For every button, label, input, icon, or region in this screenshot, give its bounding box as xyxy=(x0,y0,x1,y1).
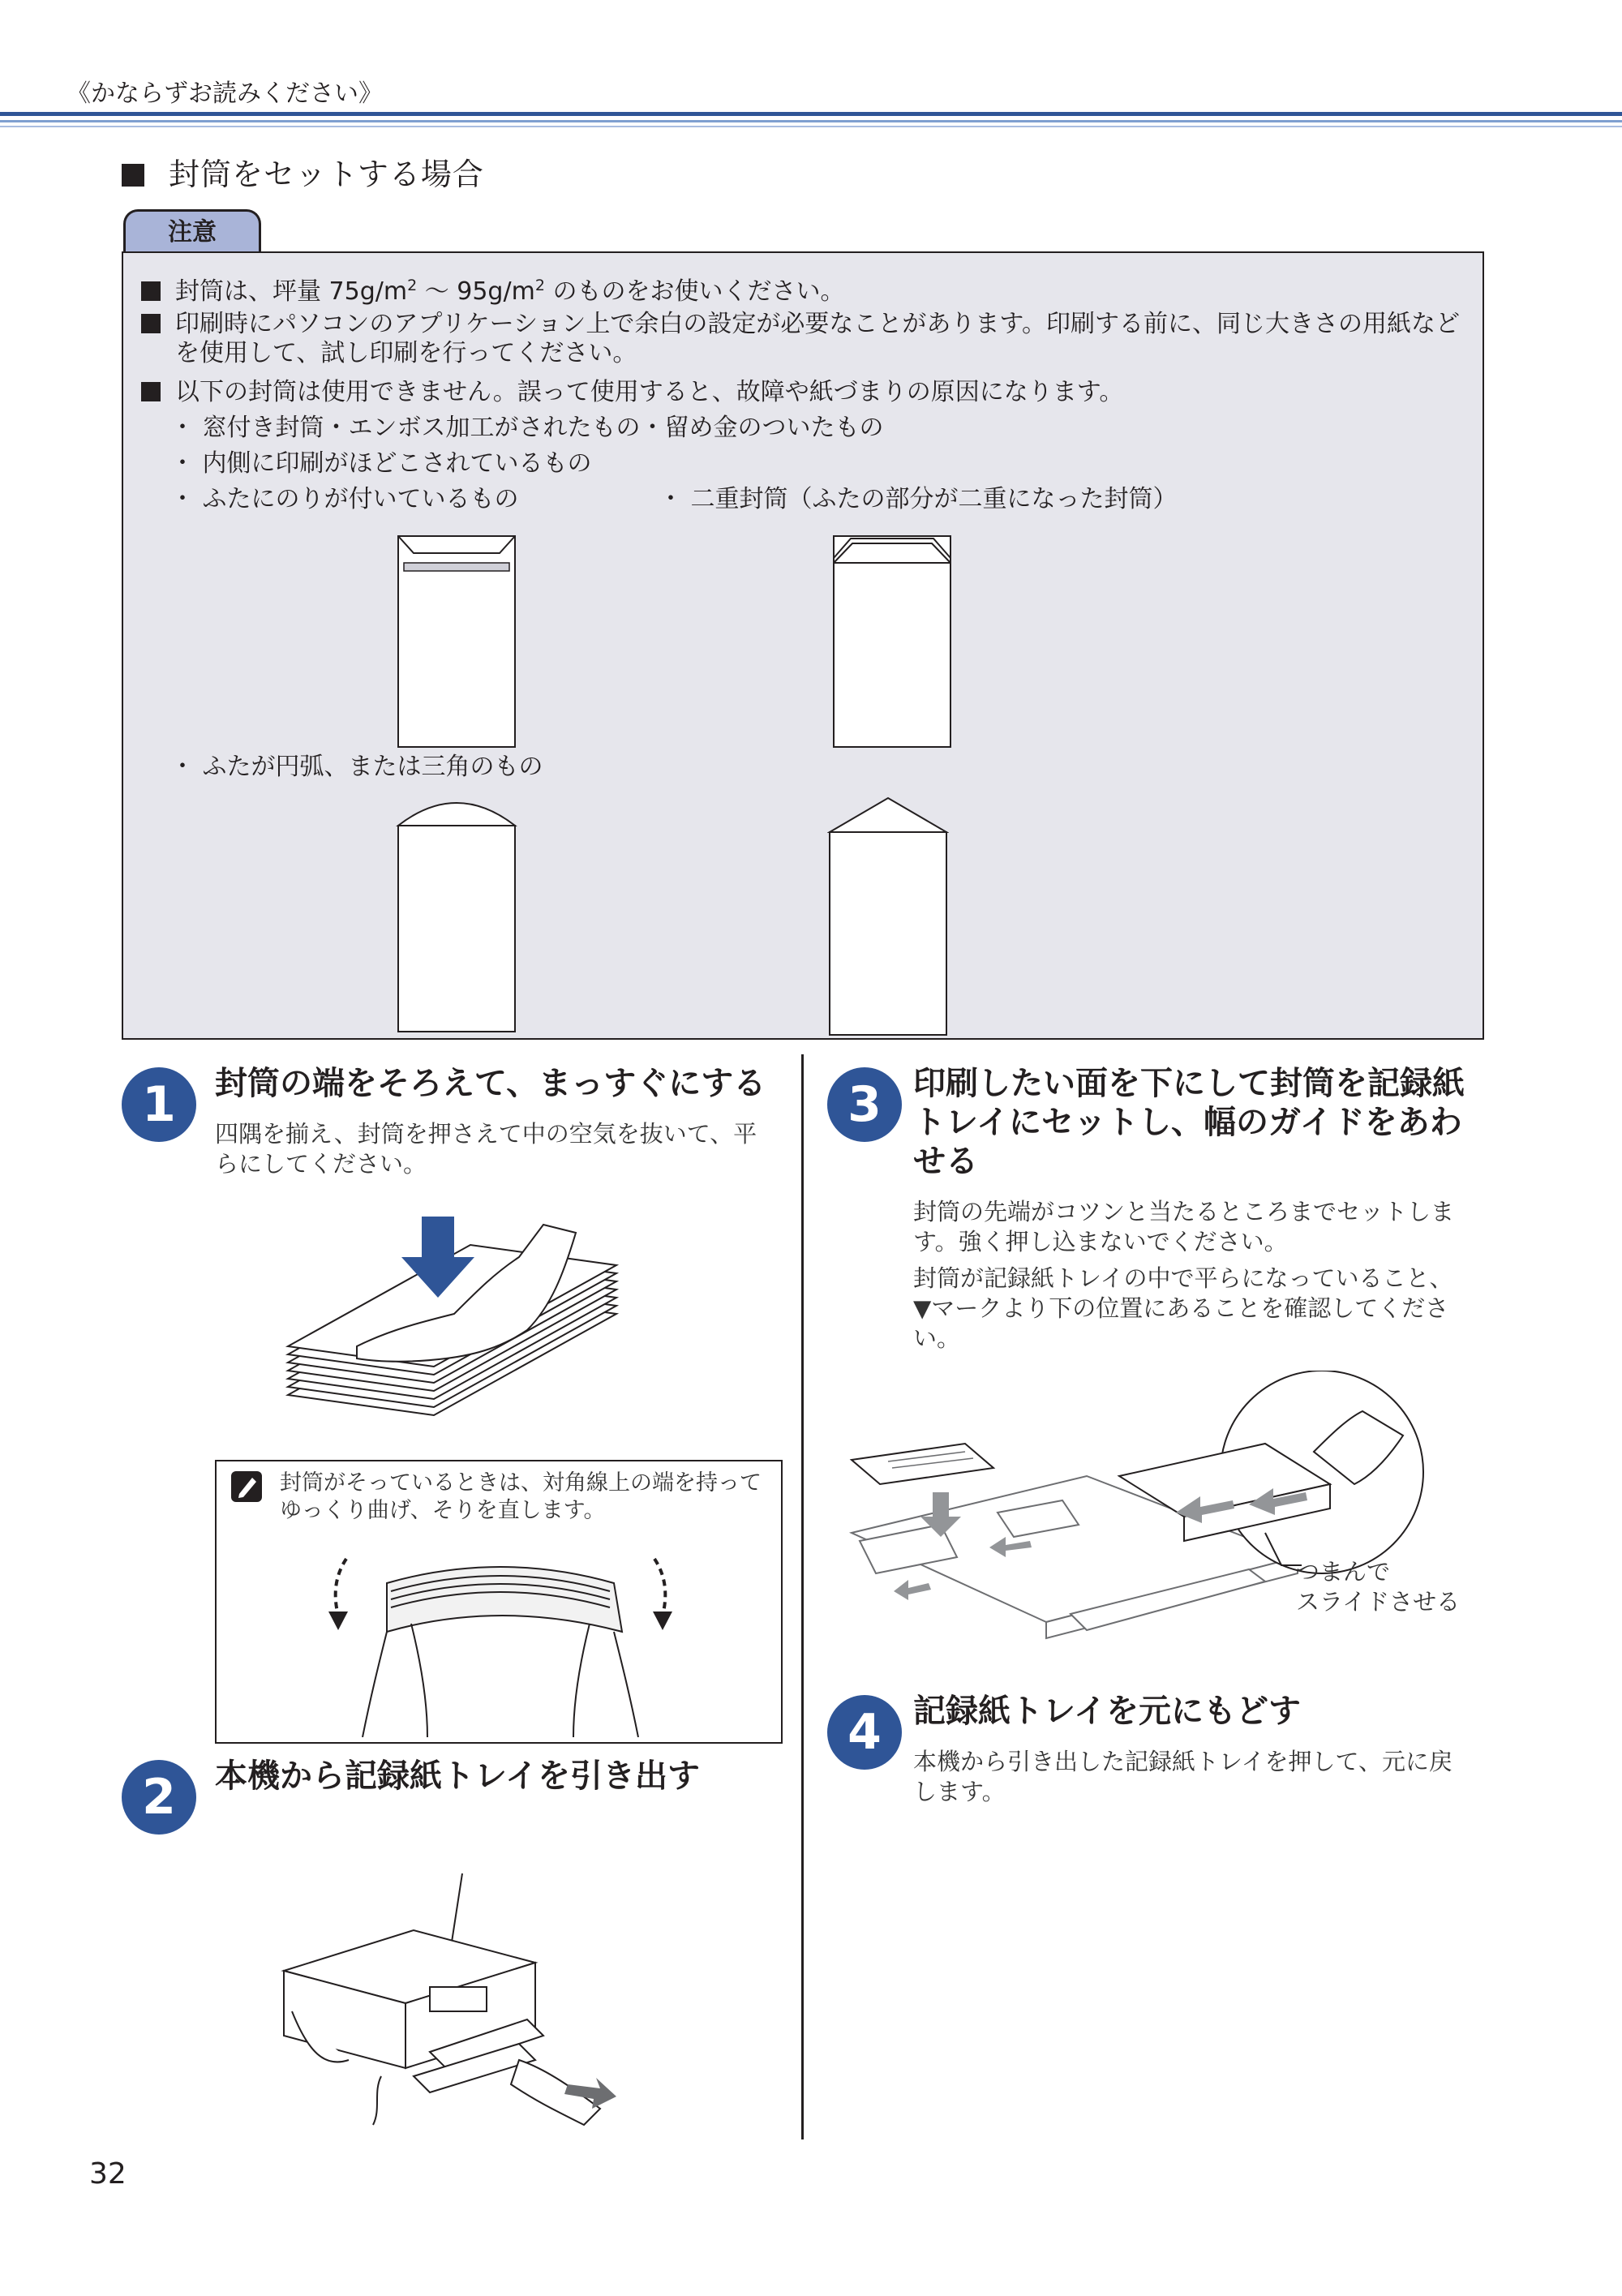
step-1-number-badge: 1 xyxy=(122,1067,196,1142)
weight-sup1: 2 xyxy=(407,277,418,294)
tip-line2: ゆっくり曲げ、そりを直します。 xyxy=(280,1498,606,1523)
margin-line2: を使用して、試し印刷を行ってください。 xyxy=(175,339,637,367)
section-title-text: 封筒をセットする場合 xyxy=(169,157,484,192)
envelope-stack-hand-illustration xyxy=(276,1208,633,1419)
step-4-body-line2: します。 xyxy=(913,1778,1006,1805)
glue-flap-envelope-illustration xyxy=(396,534,517,749)
step-3-body-line5: い。 xyxy=(913,1324,961,1352)
caution-tab: 注意 xyxy=(123,209,261,253)
column-divider xyxy=(801,1054,804,2139)
memo-pencil-icon xyxy=(231,1471,262,1502)
weight-sup2: 2 xyxy=(534,277,545,294)
tip-text xyxy=(280,1470,766,1525)
weight-middle: ～ 95g/m xyxy=(417,277,535,306)
header-rule-top xyxy=(0,112,1622,116)
step-1-body-line2: らにしてください。 xyxy=(215,1150,427,1178)
step-4-title: 記録紙トレイを元にもどす xyxy=(913,1693,1301,1730)
tray-envelope-guide-illustration xyxy=(843,1371,1460,1687)
step-3-title-line1: 印刷したい面を下にして封筒を記録紙 xyxy=(913,1065,1465,1102)
step-2-title: 本機から記録紙トレイを引き出す xyxy=(215,1757,700,1795)
tip-box xyxy=(215,1460,783,1744)
printer-pull-tray-illustration xyxy=(276,1865,624,2133)
weight-suffix: のものをお使いください。 xyxy=(544,277,845,306)
square-bullet-icon xyxy=(141,281,161,301)
triangle-flap-envelope-illustration xyxy=(827,795,949,1038)
step-4-body-line1: 本機から引き出した記録紙トレイを押して、元に戻 xyxy=(913,1748,1453,1775)
arc-flap-envelope-illustration xyxy=(396,793,517,1036)
sub-item-window: ・ 窓付き封筒・エンボス加工がされたもの・留め金のついたもの xyxy=(170,414,884,442)
step-3-number-badge: 3 xyxy=(827,1067,902,1142)
step-3-body-line1: 封筒の先端がコツンと当たるところまでセットしま xyxy=(913,1198,1455,1225)
caution-bullet-margin xyxy=(141,310,1460,339)
sub-item-glue: ・ ふたにのりが付いているもの xyxy=(170,485,519,513)
callout-line2: スライドさせる xyxy=(1296,1588,1461,1616)
weight-prefix: 封筒は、坪量 75g/m xyxy=(175,277,408,306)
double-flap-envelope-illustration xyxy=(831,534,953,749)
margin-line1: 印刷時にパソコンのアプリケーション上で余白の設定が必要なことがあります。印刷する前に、同じ大きさの用紙など xyxy=(175,310,1460,338)
callout-line1: つまんで xyxy=(1296,1558,1391,1586)
step-3-body-line3: 封筒が記録紙トレイの中で平らになっていること、 xyxy=(913,1264,1453,1292)
step-3-title-line2: トレイにセットし、幅のガイドをあわ xyxy=(913,1104,1462,1141)
step-4-number-badge: 4 xyxy=(827,1695,902,1770)
tip-line1: 封筒がそっているときは、対角線上の端を持って xyxy=(280,1470,762,1496)
step-3-body-line4: ▼マークより下の位置にあることを確認してくださ xyxy=(913,1294,1449,1322)
square-bullet-icon xyxy=(141,382,161,401)
caution-bullet-weight xyxy=(141,271,844,307)
unusable-text: 以下の封筒は使用できません。誤って使用すると、故障や紙づまりの原因になります。 xyxy=(175,378,1124,406)
page-number: 32 xyxy=(89,2157,127,2191)
header-rule-bottom xyxy=(0,126,1622,127)
square-bullet-icon xyxy=(122,164,144,187)
square-bullet-icon xyxy=(141,314,161,333)
running-header: 《かならずお読みください》 xyxy=(67,79,383,108)
sub-item-flap-shape: ・ ふたが円弧、または三角のもの xyxy=(170,753,543,781)
step-3-body-line2: す。強く押し込まないでください。 xyxy=(913,1228,1288,1255)
step-2-number-badge: 2 xyxy=(122,1760,196,1835)
caution-bullet-unusable xyxy=(141,378,1123,407)
sub-item-inner-print: ・ 内側に印刷がほどこされているもの xyxy=(170,449,592,478)
bend-envelope-illustration xyxy=(314,1534,687,1737)
step-1-body-line1: 四隅を揃え、封筒を押さえて中の空気を抜いて、平 xyxy=(215,1120,757,1148)
section-title xyxy=(122,149,484,194)
step-3-title-line3: せる xyxy=(913,1143,978,1180)
caution-box xyxy=(122,251,1484,1040)
header-rule-middle xyxy=(0,120,1622,122)
sub-item-double: ・ 二重封筒（ふたの部分が二重になった封筒） xyxy=(659,485,1178,513)
step-1-title: 封筒の端をそろえて、まっすぐにする xyxy=(215,1065,766,1102)
